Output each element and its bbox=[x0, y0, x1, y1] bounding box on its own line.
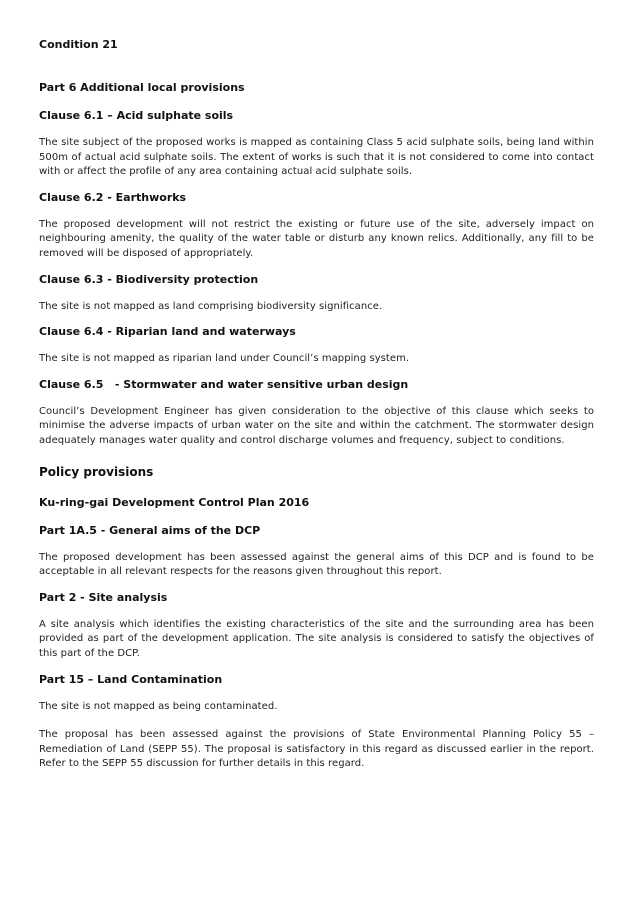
clause-6-3-title: Clause 6.3 - Biodiversity protection bbox=[39, 272, 259, 286]
part-15-text: The site is not mapped as being contaminated. bbox=[39, 700, 278, 712]
clause-6-2-title: Clause 6.2 - Earthworks bbox=[39, 190, 187, 204]
clause-6-3-text: The site is not mapped as land comprising biodiversity significance. bbox=[39, 300, 383, 312]
clause-6-5-title: Clause 6.5 - Stormwater and water sensitive urban design bbox=[39, 377, 409, 391]
part-1a5-title: Part 1A.5 - General aims of the DCP bbox=[39, 523, 261, 537]
part-15-title: Part 15 – Land Contamination bbox=[39, 672, 223, 686]
policy-heading: Policy provisions bbox=[39, 464, 154, 479]
clause-6-5-text: Council’s Development Engineer has given consideration to the objective of this clause which seeks to minimise the adverse impacts of urban water on the site and within the catchment. The stormwater design adequately manages water quality and control discharge volumes and frequency, subject to conditions. bbox=[39, 405, 594, 446]
dcp-plan-title: Ku-ring-gai Development Control Plan 2016 bbox=[39, 495, 310, 509]
clause-6-2-text: The proposed development will not restrict the existing or future use of the site, adversely impact on neighbouring amenity, the quality of the water table or disturb any known relics. Additionally, any fill to be removed will be disposed of appropriately. bbox=[39, 218, 594, 259]
condition-heading: Condition 21 bbox=[39, 38, 118, 51]
clause-6-1-text: The site subject of the proposed works is mapped as containing Class 5 acid sulphate soils, being land within 500m of actual acid sulphate soils. The extent of works is such that it is not considered to come into contact with or affect the profile of any area containing actual acid sulphate soils. bbox=[39, 137, 594, 178]
part6-heading: Part 6 Additional local provisions bbox=[39, 81, 245, 94]
part-2-text: A site analysis which identifies the existing characteristics of the site and the surrounding area has been provided as part of the development application. The site analysis is considered to satisfy the objectives of this part of the DCP. bbox=[39, 618, 594, 659]
clause-6-4-text: The site is not mapped as riparian land under Council’s mapping system. bbox=[39, 353, 410, 365]
part-15-text-2: The proposal has been assessed against the provisions of State Environmental Planning Policy 55 – Remediation of Land (SEPP 55). The proposal is satisfactory in this regard as discussed earlier in the report. Refer to the SEPP 55 discussion for further details in this regard. bbox=[39, 729, 594, 770]
part-2-title: Part 2 - Site analysis bbox=[39, 590, 168, 604]
clause-6-1-title: Clause 6.1 – Acid sulphate soils bbox=[39, 109, 234, 122]
part-1a5-text: The proposed development has been assessed against the general aims of this DCP and is found to be acceptable in all relevant respects for the reasons given throughout this report. bbox=[39, 551, 594, 578]
clause-6-4-title: Clause 6.4 - Riparian land and waterways bbox=[39, 325, 296, 339]
